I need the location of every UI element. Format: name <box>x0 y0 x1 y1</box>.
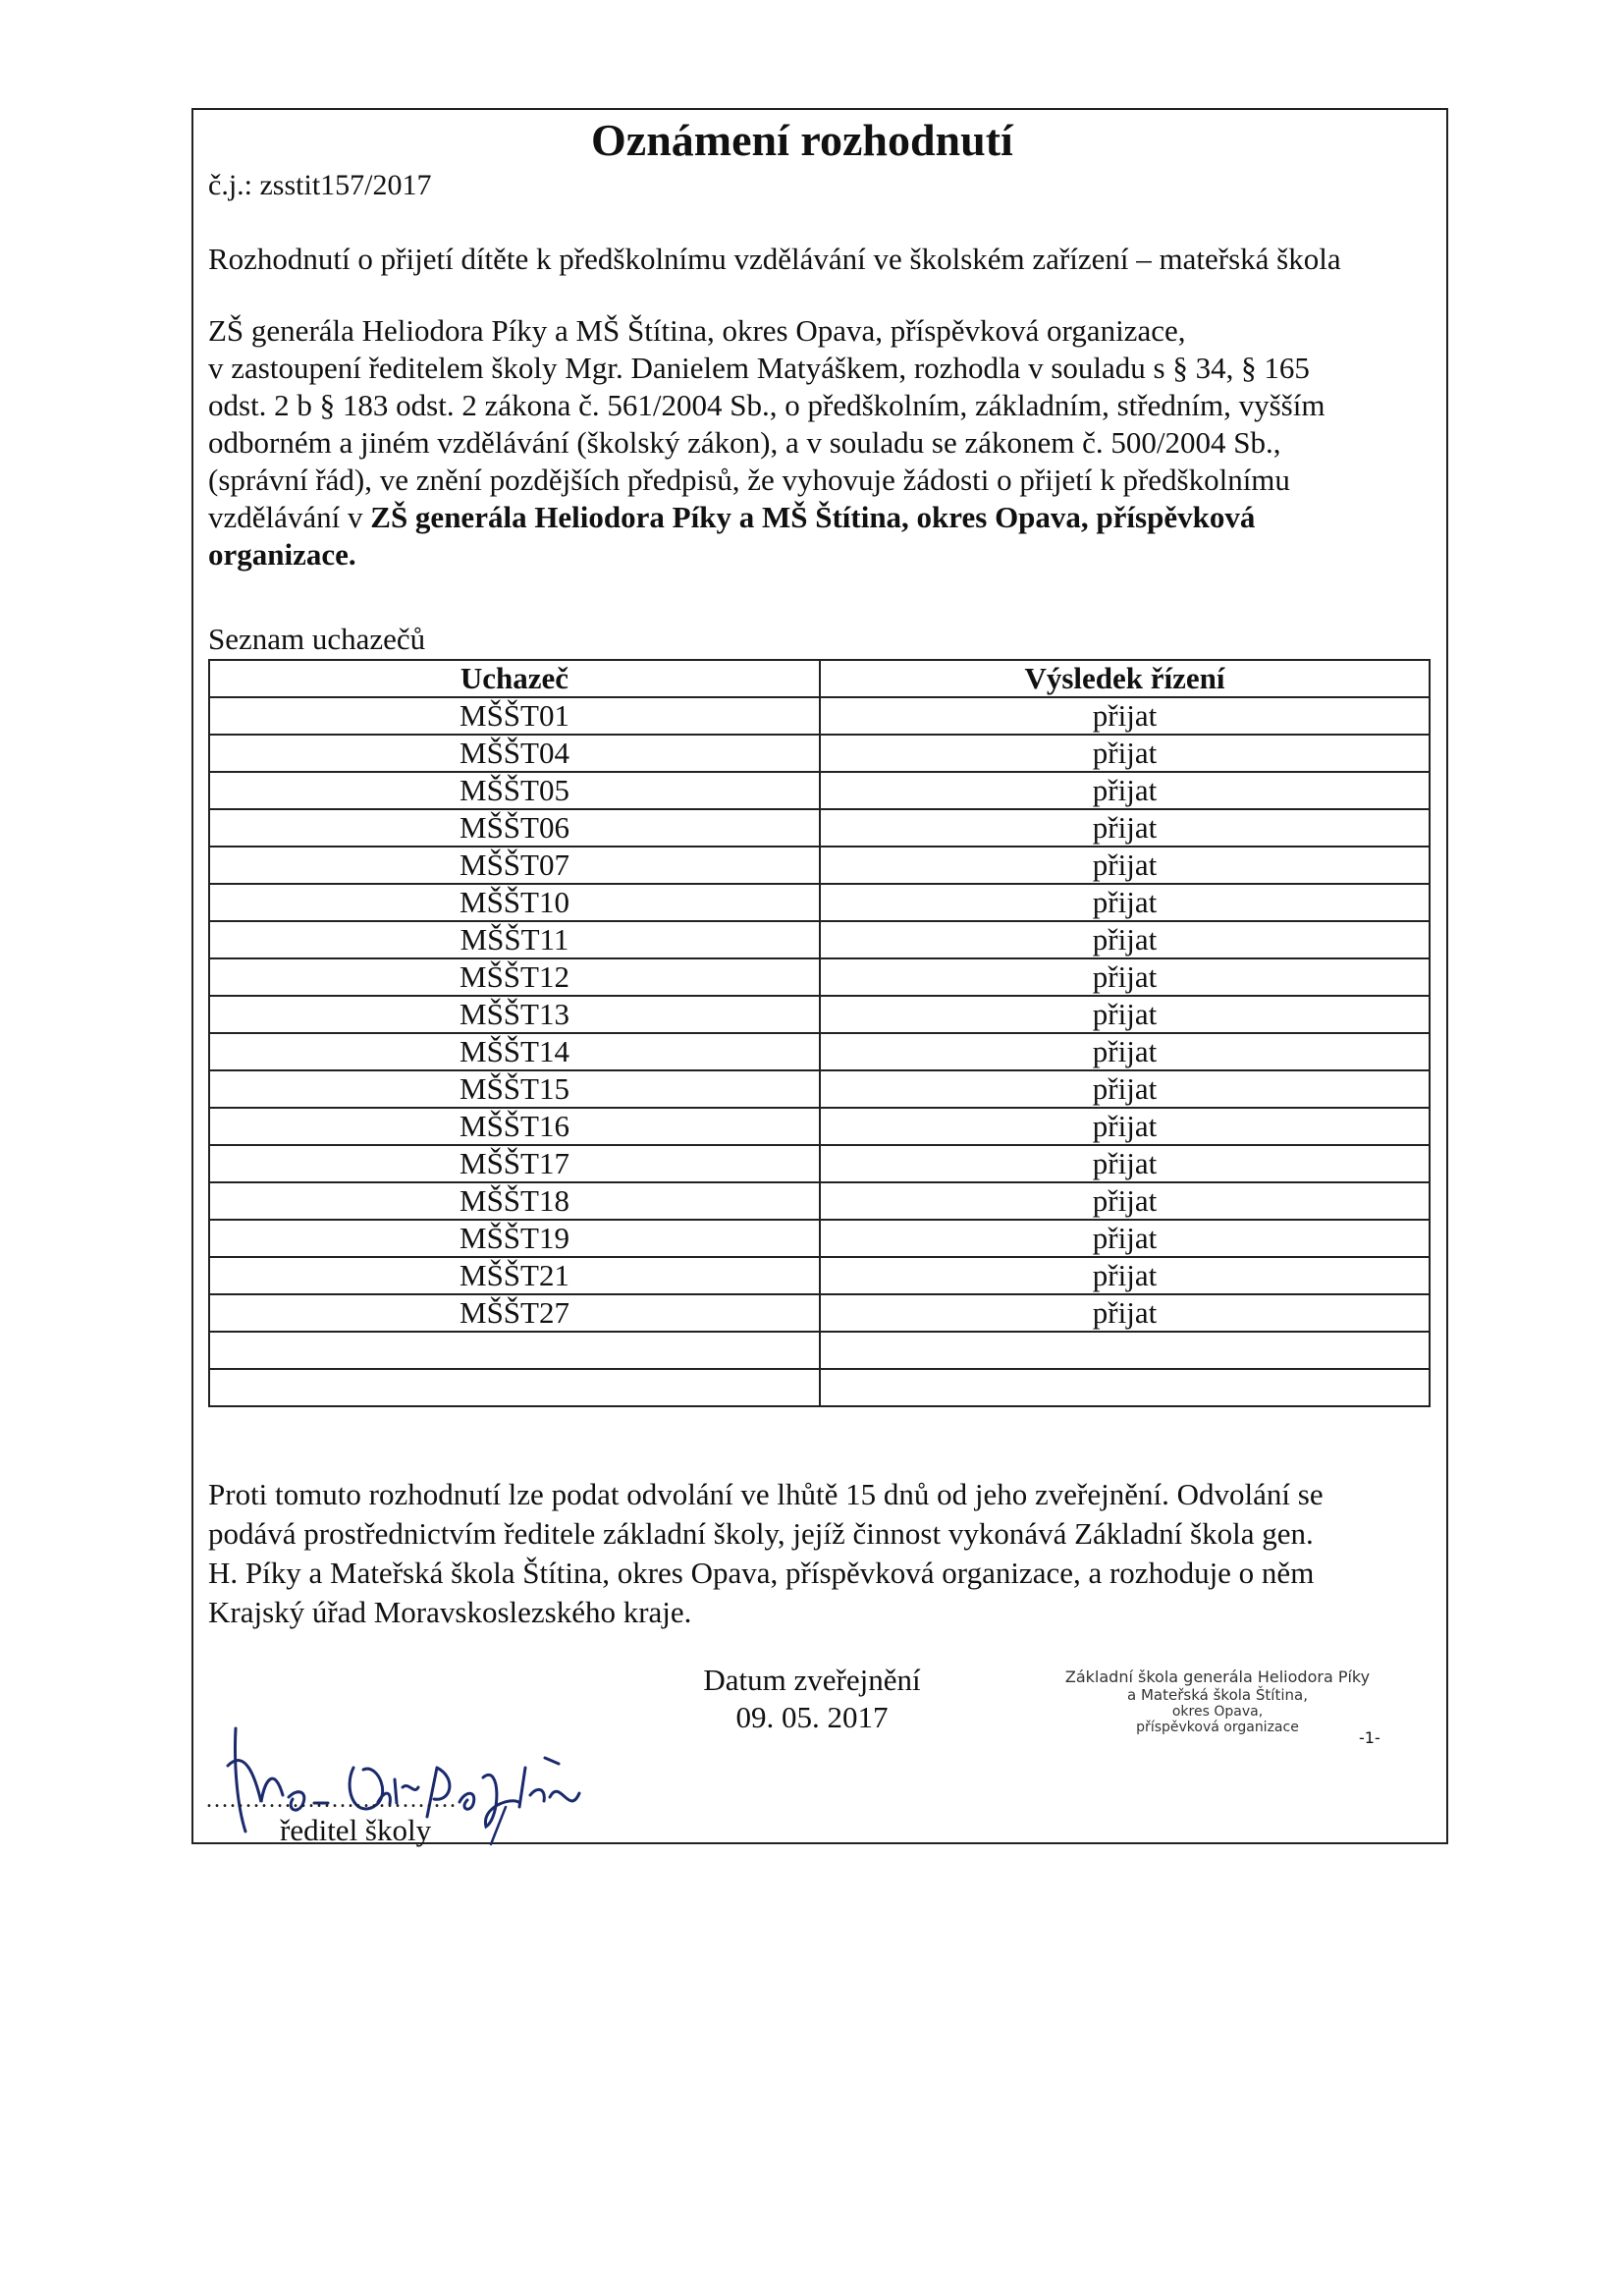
applicant-code: MŠŠT19 <box>209 1220 820 1257</box>
applicant-code: MŠŠT27 <box>209 1294 820 1332</box>
admission-result: přijat <box>820 1182 1430 1220</box>
applicant-code <box>209 1332 820 1369</box>
admission-result <box>820 1332 1430 1369</box>
table-row <box>209 697 1430 735</box>
table-row <box>209 1369 1430 1406</box>
intro-line: Rozhodnutí o přijetí dítěte k předškolnímu vzdělávání ve školském zařízení – mateřská škola <box>208 242 1341 276</box>
applicant-code: MŠŠT05 <box>209 772 820 809</box>
table-header-row <box>209 660 1430 697</box>
table-row <box>209 809 1430 847</box>
table-row <box>209 1332 1430 1369</box>
paragraph-text: vzdělávání v <box>208 500 371 534</box>
signature-line: ................................ <box>206 1787 458 1813</box>
stamp-line: příspěvková organizace <box>1136 1720 1299 1735</box>
applicant-code: MŠŠT04 <box>209 735 820 772</box>
admission-result: přijat <box>820 1070 1430 1108</box>
school-stamp <box>1031 1667 1404 1735</box>
table-row <box>209 921 1430 958</box>
admission-result: přijat <box>820 772 1430 809</box>
appeal-line: H. Píky a Mateřská škola Štítina, okres Opava, příspěvková organizace, a rozhoduje o něm <box>208 1556 1315 1590</box>
table-row <box>209 996 1430 1033</box>
reference-number: č.j.: zsstit157/2017 <box>208 169 432 201</box>
stamp-line: Základní škola generála Heliodora Píky <box>1064 1667 1371 1686</box>
applicant-code: MŠŠT07 <box>209 847 820 884</box>
paragraph-line: organizace. <box>208 537 356 572</box>
applicant-code <box>209 1369 820 1406</box>
publication-label: Datum zveřejnění <box>703 1663 921 1697</box>
paragraph-line: v zastoupení ředitelem školy Mgr. Danielem Matyáškem, rozhodla v souladu s § 34, § 165 <box>208 351 1310 385</box>
admission-result: přijat <box>820 1145 1430 1182</box>
applicant-code: MŠŠT12 <box>209 958 820 996</box>
stamp-line: okres Opava, <box>1171 1704 1264 1720</box>
admission-result: přijat <box>820 884 1430 921</box>
document-title: Oznámení rozhodnutí <box>591 115 1013 165</box>
admission-result: přijat <box>820 996 1430 1033</box>
table-row <box>209 884 1430 921</box>
admission-result: přijat <box>820 697 1430 735</box>
list-label: Seznam uchazečů <box>208 622 426 656</box>
appeal-line: Krajský úřad Moravskoslezského kraje. <box>208 1595 692 1629</box>
applicants-table <box>208 659 1431 1407</box>
applicant-code: MŠŠT18 <box>209 1182 820 1220</box>
publication-date <box>699 1662 925 1736</box>
applicant-code: MŠŠT01 <box>209 697 820 735</box>
admission-result: přijat <box>820 958 1430 996</box>
paragraph-line: odborném a jiném vzdělávání (školský zákon), a v souladu se zákonem č. 500/2004 Sb., <box>208 425 1281 460</box>
paragraph-line: (správní řád), ve znění pozdějších předpisů, že vyhovuje žádosti o přijetí k předškolnímu <box>208 463 1290 497</box>
appeal-line: podává prostřednictvím ředitele základní školy, jejíž činnost vykonává Základní škola gen. <box>208 1516 1314 1551</box>
table-row <box>209 1257 1430 1294</box>
admission-result: přijat <box>820 809 1430 847</box>
table-row <box>209 847 1430 884</box>
admission-result: přijat <box>820 1033 1430 1070</box>
table-row <box>209 772 1430 809</box>
column-header-applicant: Uchazeč <box>209 660 820 697</box>
applicant-code: MŠŠT10 <box>209 884 820 921</box>
table-row <box>209 1145 1430 1182</box>
admission-result: přijat <box>820 1108 1430 1145</box>
admission-result: přijat <box>820 921 1430 958</box>
applicant-code: MŠŠT17 <box>209 1145 820 1182</box>
applicant-code: MŠŠT06 <box>209 809 820 847</box>
applicant-code: MŠŠT15 <box>209 1070 820 1108</box>
decision-paragraph <box>208 312 1431 574</box>
table-row <box>209 735 1430 772</box>
stamp-line: a Mateřská škola Štítina, <box>1127 1686 1308 1704</box>
table-row <box>209 1220 1430 1257</box>
table-row <box>209 1182 1430 1220</box>
admission-result: přijat <box>820 847 1430 884</box>
appeal-line: Proti tomuto rozhodnutí lze podat odvolání ve lhůtě 15 dnů od jeho zveřejnění. Odvolání se <box>208 1477 1324 1511</box>
signatory-role: ředitel školy <box>280 1813 432 1847</box>
admission-result <box>820 1369 1430 1406</box>
paragraph-line: odst. 2 b § 183 odst. 2 zákona č. 561/2004 Sb., o předškolním, základním, středním, vyšším <box>208 388 1325 422</box>
appeal-notice <box>208 1475 1435 1632</box>
table-row <box>209 1294 1430 1332</box>
publication-date-value: 09. 05. 2017 <box>735 1700 889 1734</box>
column-header-result: Výsledek řízení <box>820 660 1430 697</box>
applicant-code: MŠŠT21 <box>209 1257 820 1294</box>
table-row <box>209 1108 1430 1145</box>
admission-result: přijat <box>820 1257 1430 1294</box>
applicant-code: MŠŠT13 <box>209 996 820 1033</box>
table-row <box>209 1070 1430 1108</box>
school-name-bold: ZŠ generála Heliodora Píky a MŠ Štítina, okres Opava, příspěvková <box>370 500 1256 534</box>
admission-result: přijat <box>820 1294 1430 1332</box>
applicant-code: MŠŠT16 <box>209 1108 820 1145</box>
paragraph-line: ZŠ generála Heliodora Píky a MŠ Štítina, okres Opava, příspěvková organizace, <box>208 313 1186 348</box>
table-row <box>209 1033 1430 1070</box>
paragraph-line <box>208 499 1431 536</box>
applicant-code: MŠŠT14 <box>209 1033 820 1070</box>
admission-result: přijat <box>820 1220 1430 1257</box>
admission-result: přijat <box>820 735 1430 772</box>
applicant-code: MŠŠT11 <box>209 921 820 958</box>
table-row <box>209 958 1430 996</box>
page-number: -1- <box>1359 1728 1380 1747</box>
